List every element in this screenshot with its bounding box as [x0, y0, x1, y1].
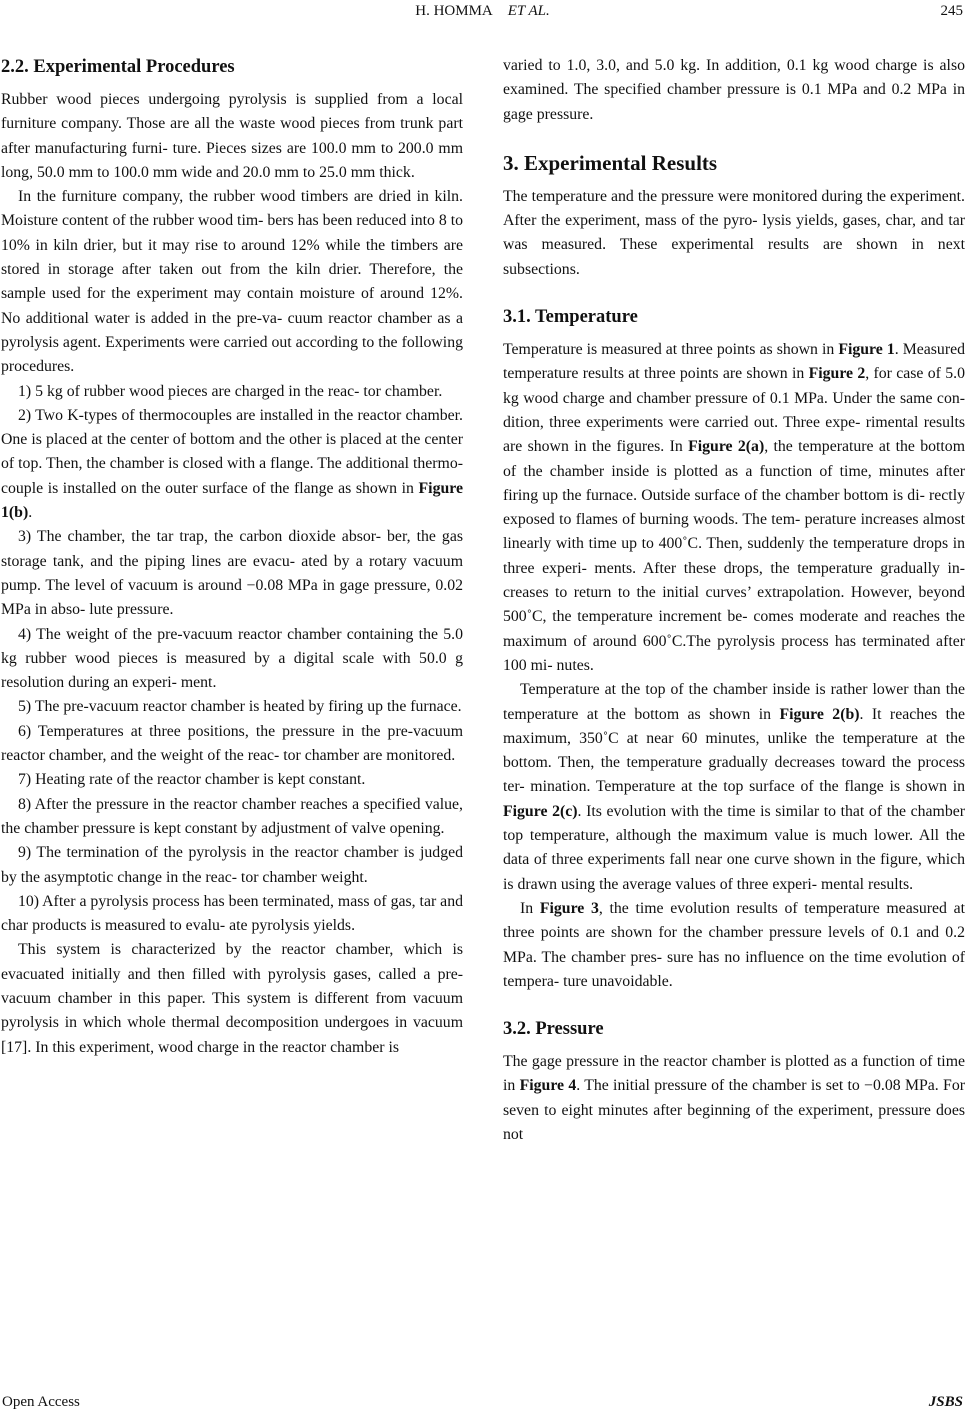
paragraph: The gage pressure in the reactor chamber is plotted as a function of time in Figure 4. The initial pressure of the chamber is set to −0.08 MPa. For seven to eight minutes after beginning of the experiment, pressure does not: [503, 1053, 965, 1143]
figure-reference[interactable]: Figure 1: [838, 341, 895, 359]
footer-journal: JSBS: [928, 1394, 963, 1410]
header-authors: H. HOMMA ET AL.: [415, 3, 550, 19]
section-heading-3: 3. Experimental Results: [503, 150, 718, 175]
procedure-step-7: 7) Heating rate of the reactor chamber is kept constant.: [18, 771, 366, 789]
paragraph: This system is characterized by the reactor chamber, which is evacuated initially and then filled with pyrolysis gases, called a pre-vacuum chamber in this paper. This system is different from vacuum pyrolysis in which whole thermal decomposition undergoes in vacuum [17]. In this experiment, wood charge in the reactor chamber is: [1, 941, 463, 1056]
figure-reference[interactable]: Figure 3: [539, 899, 599, 917]
figure-reference[interactable]: Figure 2(b): [779, 705, 860, 723]
figure-reference[interactable]: Figure 2: [808, 365, 866, 383]
figure-reference[interactable]: Figure 2(c): [503, 802, 578, 820]
left-column: [1, 54, 463, 1060]
procedure-step-10: 10) After a pyrolysis process has been terminated, mass of gas, tar and char products is measured to evalu- ate pyrolysis yields.: [1, 892, 463, 935]
footer-open-access: Open Access: [2, 1394, 80, 1410]
procedure-step-5: 5) The pre-vacuum reactor chamber is heated by firing up the furnace.: [18, 698, 462, 716]
right-column: [503, 54, 965, 1147]
procedure-step-8: 8) After the pressure in the reactor chamber reaches a specified value, the chamber pressure is kept constant by adjustment of valve opening.: [1, 795, 463, 837]
section-heading-2-2: 2.2. Experimental Procedures: [1, 57, 235, 77]
paragraph: In Figure 3, the time evolution results of temperature measured at three points are shown for the chamber pressure levels of 0.1 and 0.2 MPa. The chamber pres- sure has no influence on the time evolution of tempera- ture unavoidable.: [503, 899, 965, 990]
paragraph: Rubber wood pieces undergoing pyrolysis is supplied from a local furniture company. Those are all the waste wood pieces from trunk part after manufacturing furni- ture. Pieces sizes are 100.0 mm to 200.0 mm long, 50.0 mm to 100.0 mm wide and 20.0 mm to 25.0 mm thick.: [1, 91, 463, 181]
procedure-step-3: 3) The chamber, the tar trap, the carbon dioxide absor- ber, the gas storage tank, and the piping lines are evacu- ated by a rotary vacuum pump. The level of vacuum is around −0.08 MPa in gage pressure, 0.02 MPa in abso- lute pressure.: [1, 528, 463, 619]
procedure-step-1: 1) 5 kg of rubber wood pieces are charged in the reac- tor chamber.: [18, 382, 443, 400]
section-heading-3-1: 3.1. Temperature: [503, 307, 638, 328]
procedure-step-6: 6) Temperatures at three positions, the pressure in the pre-vacuum reactor chamber, and the weight of the reac- tor chamber are monitored.: [1, 722, 463, 765]
procedure-step-2: 2) Two K-types of thermocouples are installed in the reactor chamber. One is placed at the center of bottom and the other is placed at the center of top. Then, the chamber is closed with a flange. The additional thermo- couple is installed on the outer surface of the flange as shown in Figure 1(b).: [1, 406, 463, 522]
header-etal: ET AL.: [507, 3, 550, 19]
paragraph: Temperature at the top of the chamber inside is rather lower than the temperature at the bottom as shown in Figure 2(b). It reaches the maximum, 350˚C at near 60 minutes, unlike the temperature at the bottom. Then, the temperature gradually decreases toward the process ter- mination. Temperature at the top surface of the flange is shown in Figure 2(c). Its evolution with the time is similar to that of the chamber top temperature, although the maximum value is much lower. All the data of three experiments fall near one curve shown in the figure, which is drawn using the average values of three experi- mental results.: [503, 681, 965, 893]
paragraph: The temperature and the pressure were monitored during the experiment. After the experiment, mass of the pyro- lysis yields, gases, char, and tar was measured. These experimental results are shown in next subsections.: [503, 187, 965, 278]
figure-reference[interactable]: Figure 2(a): [688, 438, 765, 456]
paragraph: Temperature is measured at three points as shown in Figure 1. Measured temperature results at three points are shown in Figure 2, for case of 5.0 kg wood charge and chamber pressure of 0.1 MPa. Under the same con- dition, three experiments were carried out. Three expe- rimental results are shown in the figures. In Figure 2(a), the temperature at the bottom of the chamber inside is plotted as a function of time, minutes after firing up the furnace. Outside surface of the chamber bottom is di- rectly exposed to flames of burning woods. The tem- perature increases almost linearly with time up to 400˚C. Then, suddenly the temperature drops in three experi- ments. After these drops, the temperature gradually in- creases to return to the initial curves’ extrapolation. However, beyond 500˚C, the temperature increment be- comes moderate and reaches the maximum of around 600˚C.The pyrolysis process has terminated after 100 mi- nutes.: [503, 341, 965, 674]
running-header: [0, 2, 965, 24]
paragraph: In the furniture company, the rubber wood timbers are dried in kiln. Moisture content of the rubber wood tim- bers has been reduced into 8 to 10% in kiln drier, but it may rise to around 12% while the timbers are stored in storage after taken out from the kiln drier. Therefore, the sample used for the experiment may contain moisture of around 12%. No additional water is added in the pre-va- cuum reactor chamber as a pyrolysis agent. Experiments were carried out according to the following procedures.: [1, 188, 463, 376]
section-heading-3-2: 3.2. Pressure: [503, 1019, 604, 1040]
procedure-step-9: 9) The termination of the pyrolysis in the reactor chamber is judged by the asymptotic change in the reac- tor chamber weight.: [1, 844, 463, 886]
figure-reference[interactable]: Figure 1(b): [1, 479, 463, 522]
procedure-step-4: 4) The weight of the pre-vacuum reactor chamber containing the 5.0 kg rubber wood pieces is measured by a digital scale with 50.0 g resolution during an experi- ment.: [1, 625, 463, 692]
page-number: 245: [940, 3, 963, 19]
figure-reference[interactable]: Figure 4: [519, 1077, 577, 1095]
paragraph: varied to 1.0, 3.0, and 5.0 kg. In addition, 0.1 kg wood charge is also examined. The specified chamber pressure is 0.1 MPa and 0.2 MPa in gage pressure.: [503, 57, 965, 123]
running-footer: [0, 1393, 965, 1413]
